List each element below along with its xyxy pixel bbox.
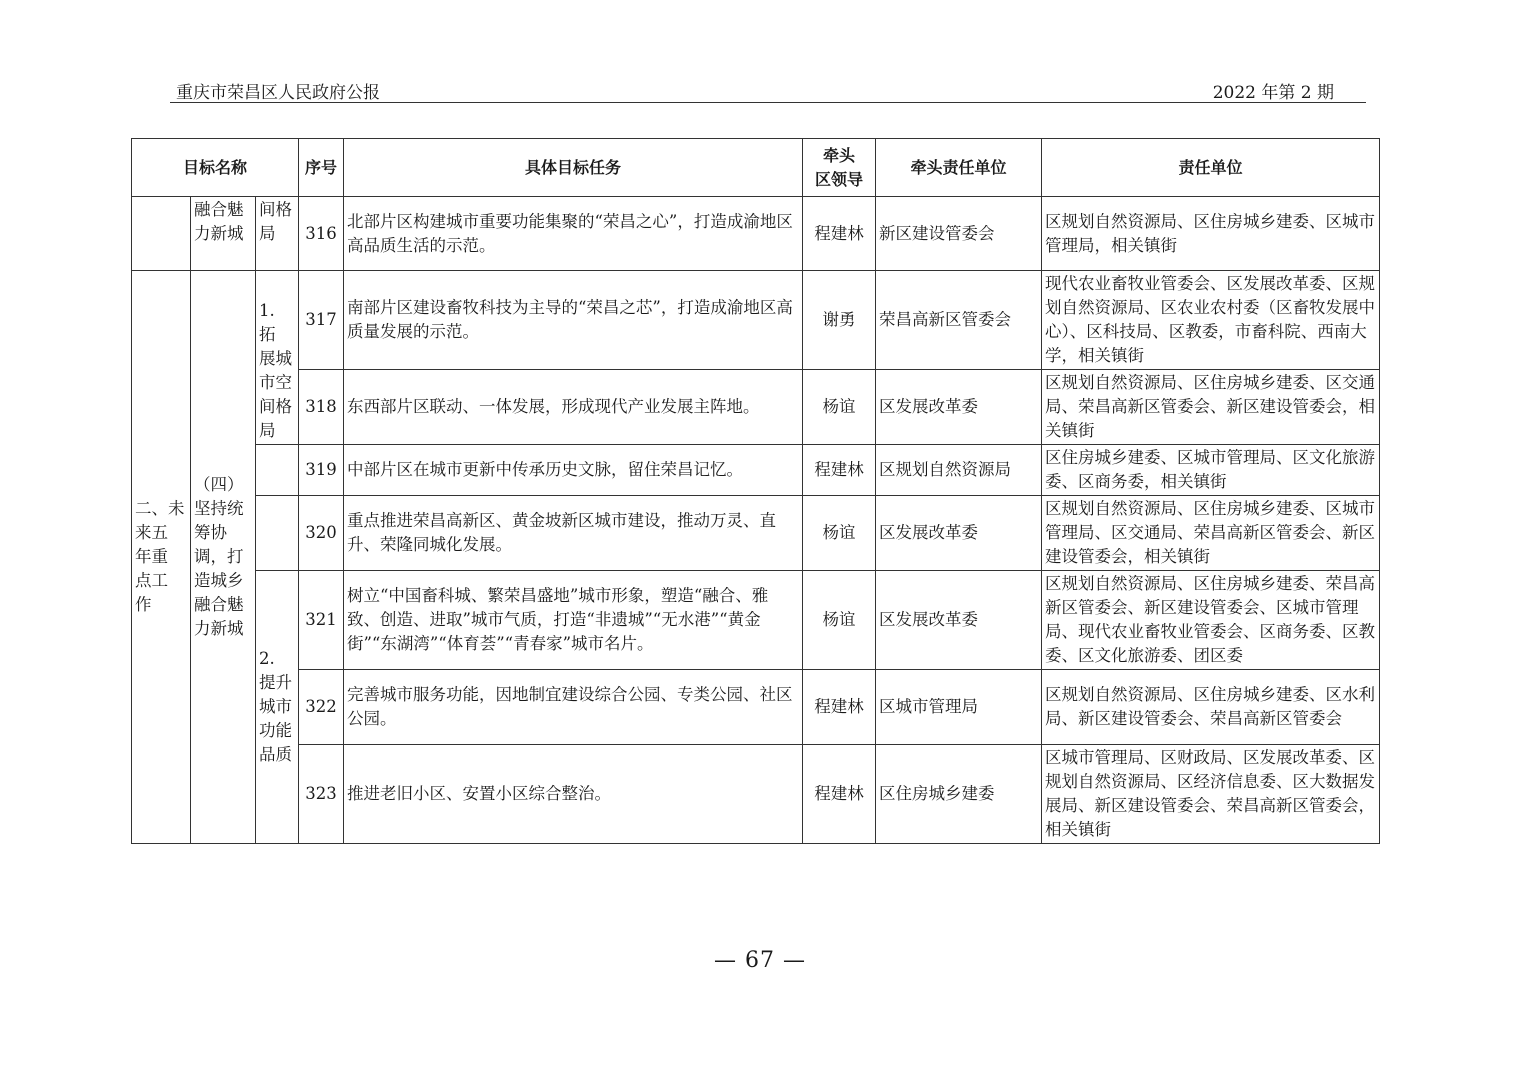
publication-title: 重庆市荣昌区人民政府公报 <box>176 83 380 103</box>
task-cell: 重点推进荣昌高新区、黄金坡新区城市建设，推动万灵、直升、荣隆同城化发展。 <box>344 496 803 571</box>
header-units: 责任单位 <box>1042 139 1380 197</box>
task-cell: 完善城市服务功能，因地制宜建设综合公园、专类公园、社区公园。 <box>344 670 803 745</box>
table-row <box>132 271 1380 370</box>
leader-cell: 谢勇 <box>803 271 876 370</box>
table-row <box>132 445 1380 496</box>
goal-cell-empty <box>132 197 191 271</box>
category-cell: 2. 提升 城市 功能 品质 <box>256 571 299 844</box>
task-cell: 树立“中国畜科城、繁荣昌盛地”城市形象，塑造“融合、雅致、创造、进取”城市气质，打造“非遗城”“无水港”“黄金街”“东湖湾”“体育荟”“青春家”城市名片。 <box>344 571 803 670</box>
leader-cell: 杨谊 <box>803 496 876 571</box>
lead-unit-cell: 区住房城乡建委 <box>876 745 1042 844</box>
goal-cell: 二、未 来五 年重 点工 作 <box>132 271 191 844</box>
header-divider <box>170 102 1366 103</box>
seq-cell: 318 <box>299 370 344 445</box>
header-task: 具体目标任务 <box>344 139 803 197</box>
seq-cell: 320 <box>299 496 344 571</box>
table-row <box>132 370 1380 445</box>
seq-cell: 317 <box>299 271 344 370</box>
category-cell: 1. 拓 展城 市空 间格 局 <box>256 271 299 445</box>
header-seq: 序号 <box>299 139 344 197</box>
page-number: — 67 — <box>714 948 806 973</box>
category-cell-empty <box>256 445 299 496</box>
leader-cell: 程建林 <box>803 670 876 745</box>
lead-unit-cell: 区发展改革委 <box>876 370 1042 445</box>
task-cell: 中部片区在城市更新中传承历史文脉，留住荣昌记忆。 <box>344 445 803 496</box>
task-cell: 东西部片区联动、一体发展，形成现代产业发展主阵地。 <box>344 370 803 445</box>
seq-cell: 319 <box>299 445 344 496</box>
table-row <box>132 670 1380 745</box>
lead-unit-cell: 区发展改革委 <box>876 571 1042 670</box>
lead-unit-cell: 区城市管理局 <box>876 670 1042 745</box>
seq-cell: 321 <box>299 571 344 670</box>
table-row <box>132 496 1380 571</box>
table-row <box>132 571 1380 670</box>
seq-cell: 316 <box>299 197 344 271</box>
leader-cell: 杨谊 <box>803 370 876 445</box>
units-cell: 区规划自然资源局、区住房城乡建委、区城市管理局、区交通局、荣昌高新区管委会、新区建设管委会，相关镇街 <box>1042 496 1380 571</box>
units-cell: 现代农业畜牧业管委会、区发展改革委、区规划自然资源局、区农业农村委（区畜牧发展中心）、区科技局、区教委，市畜科院、西南大学，相关镇街 <box>1042 271 1380 370</box>
table-header-row <box>132 139 1380 197</box>
header-goal: 目标名称 <box>132 139 299 197</box>
units-cell: 区规划自然资源局、区住房城乡建委、区城市管理局，相关镇街 <box>1042 197 1380 271</box>
lead-unit-cell: 新区建设管委会 <box>876 197 1042 271</box>
task-cell: 南部片区建设畜牧科技为主导的“荣昌之芯”，打造成渝地区高质量发展的示范。 <box>344 271 803 370</box>
subgoal-cell: 融合魅 力新城 <box>191 197 256 271</box>
lead-unit-cell: 荣昌高新区管委会 <box>876 271 1042 370</box>
seq-cell: 323 <box>299 745 344 844</box>
task-cell: 北部片区构建城市重要功能集聚的“荣昌之心”，打造成渝地区高品质生活的示范。 <box>344 197 803 271</box>
units-cell: 区城市管理局、区财政局、区发展改革委、区规划自然资源局、区经济信息委、区大数据发展局、新区建设管委会、荣昌高新区管委会，相关镇街 <box>1042 745 1380 844</box>
leader-cell: 程建林 <box>803 197 876 271</box>
units-cell: 区规划自然资源局、区住房城乡建委、区水利局、新区建设管委会、荣昌高新区管委会 <box>1042 670 1380 745</box>
goals-table <box>131 138 1380 844</box>
table-row <box>132 745 1380 844</box>
lead-unit-cell: 区发展改革委 <box>876 496 1042 571</box>
leader-cell: 程建林 <box>803 745 876 844</box>
units-cell: 区住房城乡建委、区城市管理局、区文化旅游委、区商务委，相关镇街 <box>1042 445 1380 496</box>
lead-unit-cell: 区规划自然资源局 <box>876 445 1042 496</box>
header-lead-unit: 牵头责任单位 <box>876 139 1042 197</box>
task-cell: 推进老旧小区、安置小区综合整治。 <box>344 745 803 844</box>
leader-cell: 程建林 <box>803 445 876 496</box>
leader-cell: 杨谊 <box>803 571 876 670</box>
category-cell: 间格 局 <box>256 197 299 271</box>
category-cell-empty <box>256 496 299 571</box>
seq-cell: 322 <box>299 670 344 745</box>
table-row <box>132 197 1380 271</box>
header-leader: 牵头 区领导 <box>803 139 876 197</box>
subgoal-cell: （四） 坚持统 筹协 调，打 造城乡 融合魅 力新城 <box>191 271 256 844</box>
issue-number: 2022 年第 2 期 <box>1212 83 1334 103</box>
units-cell: 区规划自然资源局、区住房城乡建委、区交通局、荣昌高新区管委会、新区建设管委会，相关镇街 <box>1042 370 1380 445</box>
units-cell: 区规划自然资源局、区住房城乡建委、荣昌高新区管委会、新区建设管委会、区城市管理局、现代农业畜牧业管委会、区商务委、区教委、区文化旅游委、团区委 <box>1042 571 1380 670</box>
